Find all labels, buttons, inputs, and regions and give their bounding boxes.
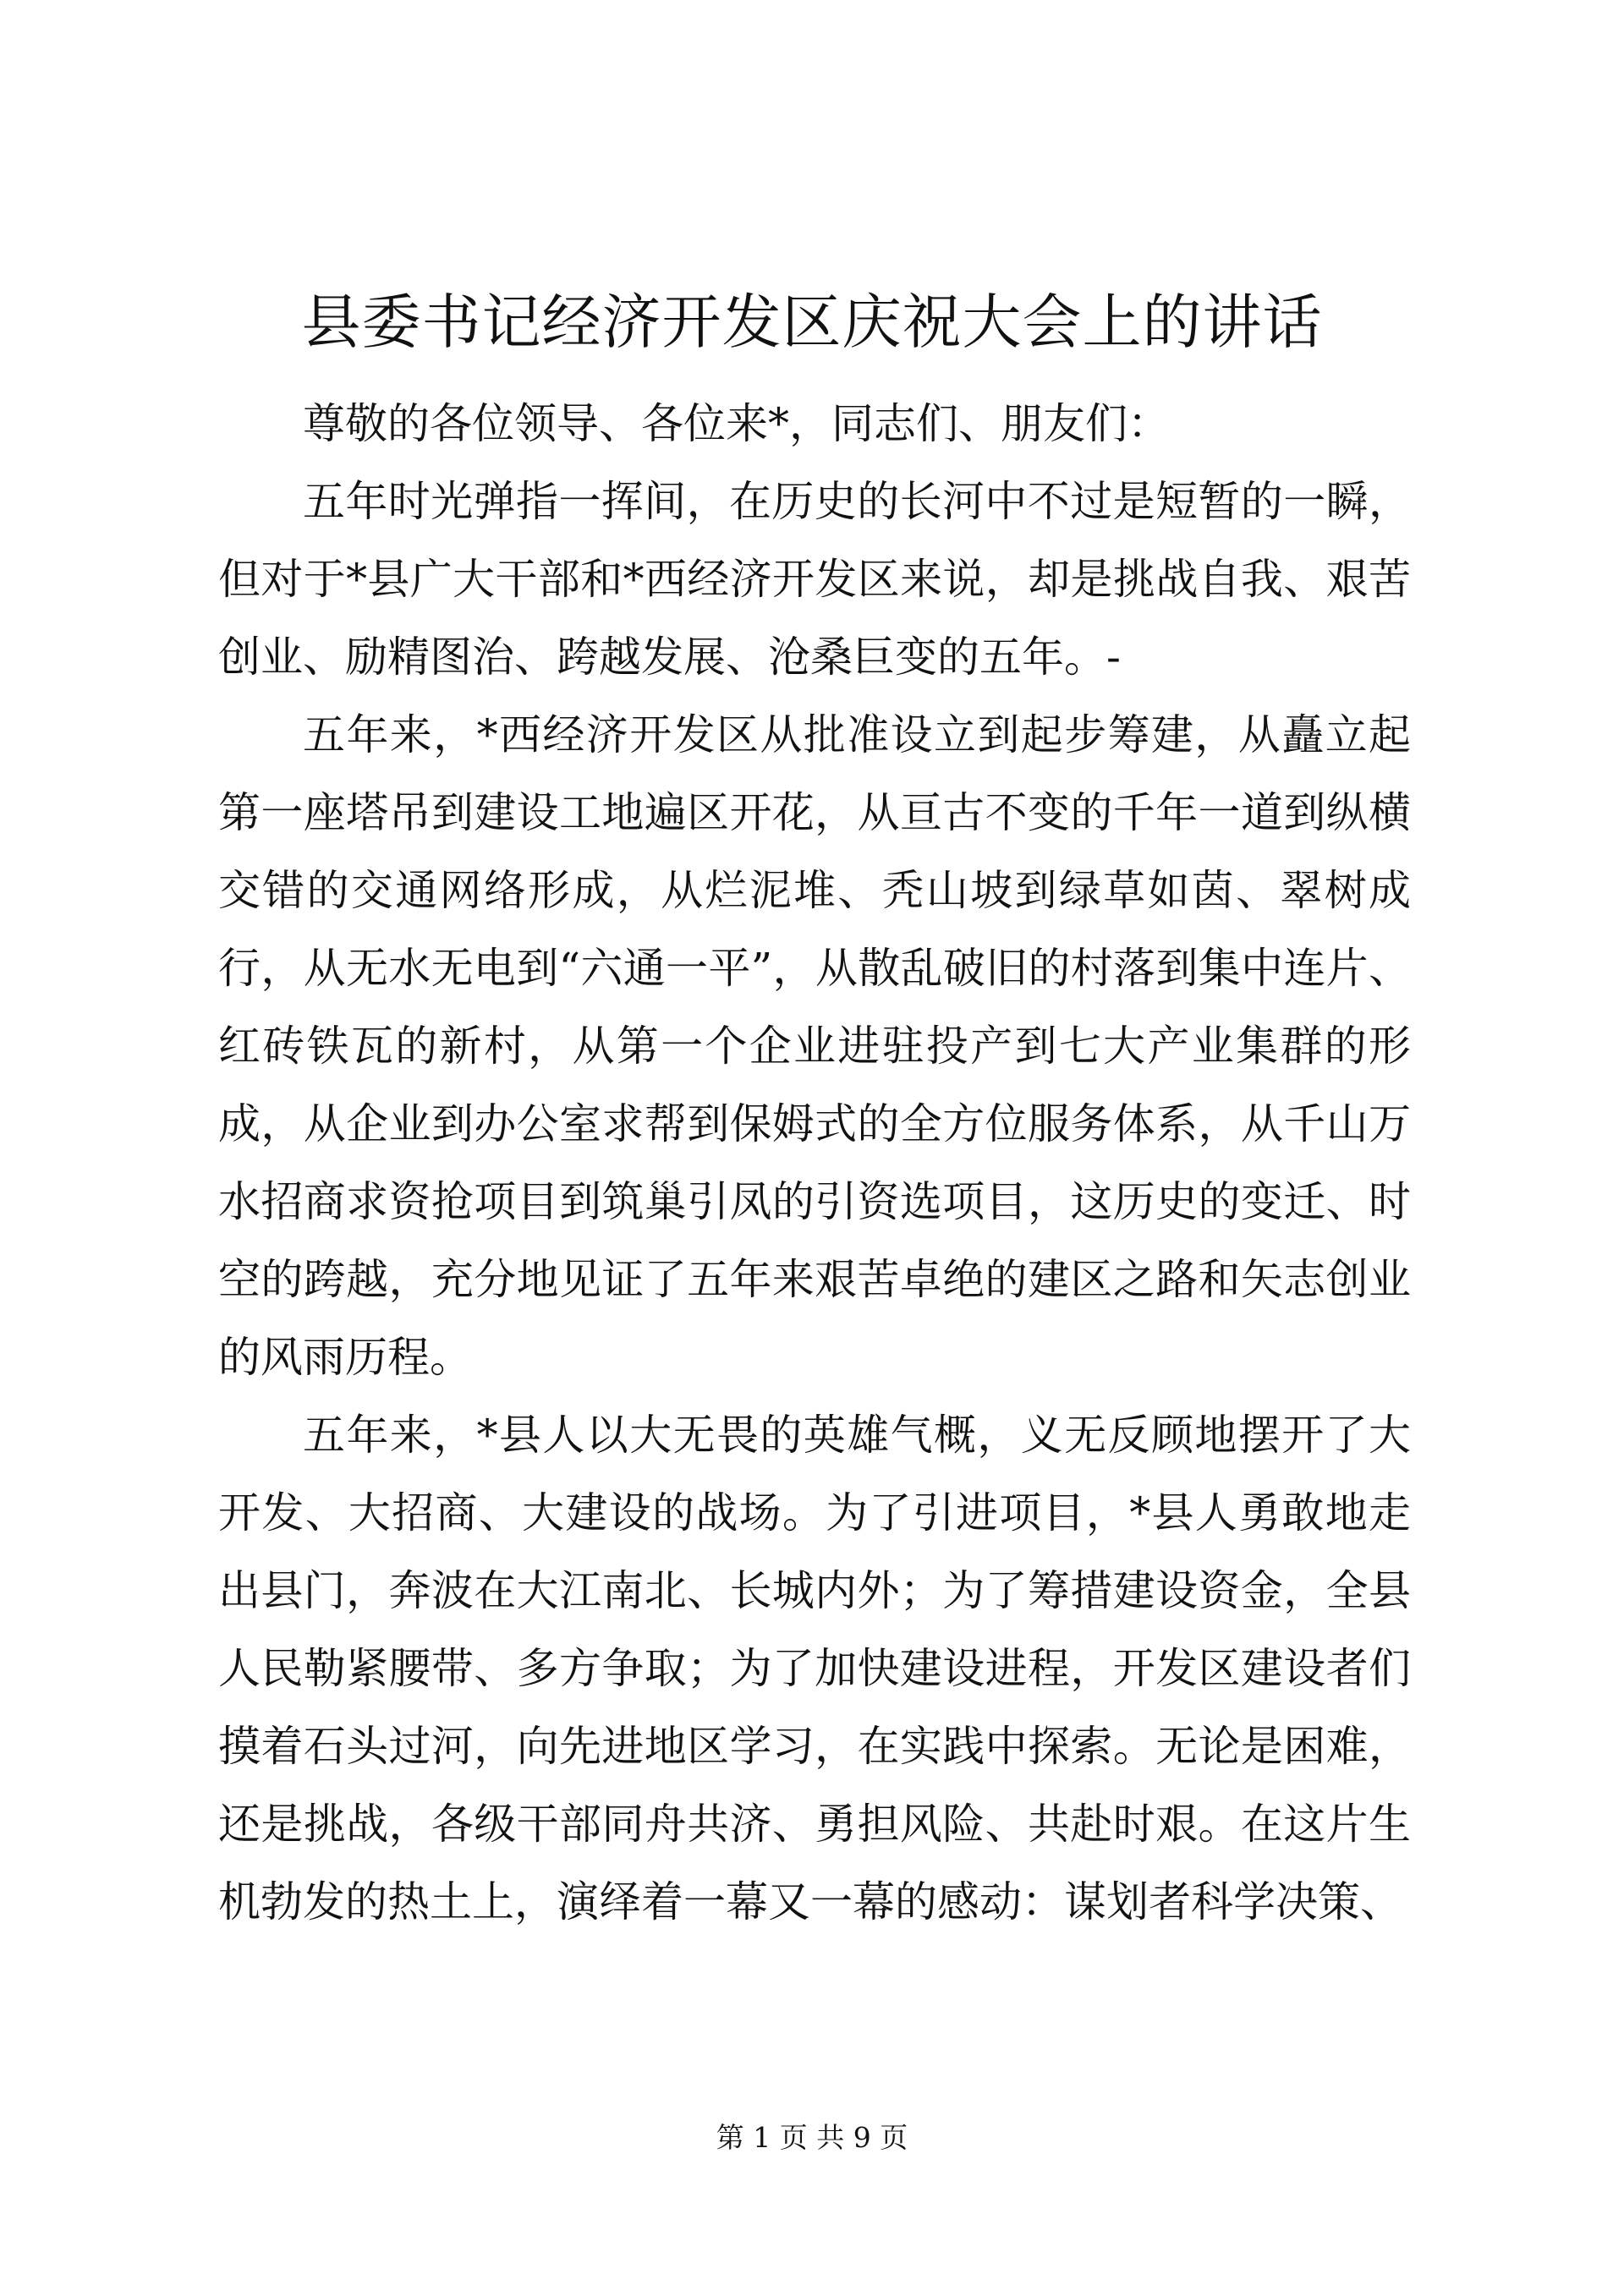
- salutation-paragraph: 尊敬的各位领导、各位来*，同志们、朋友们：: [303, 399, 1170, 448]
- document-title: 县委书记经济开发区庆祝大会上的讲话: [301, 288, 1323, 357]
- document-body: [218, 385, 1411, 1941]
- page-number-footer: 第 1 页 共 9 页: [716, 2121, 908, 2154]
- body-paragraph: 五年来，*西经济开发区从批准设立到起步筹建，从矗立起第一座塔吊到建设工地遍区开花，从亘古不变的千年一道到纵横交错的交通网络形成，从烂泥堆、秃山坡到绿草如茵、翠树成行，从无水无电到“六通一平”，从散乱破旧的村落到集中连片、红砖铁瓦的新村，从第一个企业进驻投产到七大产业集群的形成，从企业到办公室求帮到保姆式的全方位服务体系，从千山万水招商求资抢项目到筑巢引凤的引资选项目，这历史的变迁、时空的跨越，充分地见证了五年来艰苦卓绝的建区之路和矢志创业的风雨历程。: [218, 710, 1411, 1382]
- body-paragraph: 五年时光弹指一挥间，在历史的长河中不过是短暂的一瞬，但对于*县广大干部和*西经济开发区来说，却是挑战自我、艰苦创业、励精图治、跨越发展、沧桑巨变的五年。-: [218, 477, 1411, 682]
- body-paragraph: 五年来，*县人以大无畏的英雄气概，义无反顾地摆开了大开发、大招商、大建设的战场。为了引进项目，*县人勇敢地走出县门，奔波在大江南北、长城内外；为了筹措建设资金，全县人民勒紧腰带、多方争取；为了加快建设进程，开发区建设者们摸着石头过河，向先进地区学习，在实践中探索。无论是困难，还是挑战，各级干部同舟共济、勇担风险、共赴时艰。在这片生机勃发的热土上，演绎着一幕又一幕的感动：谋划者科学决策、: [218, 1411, 1411, 1926]
